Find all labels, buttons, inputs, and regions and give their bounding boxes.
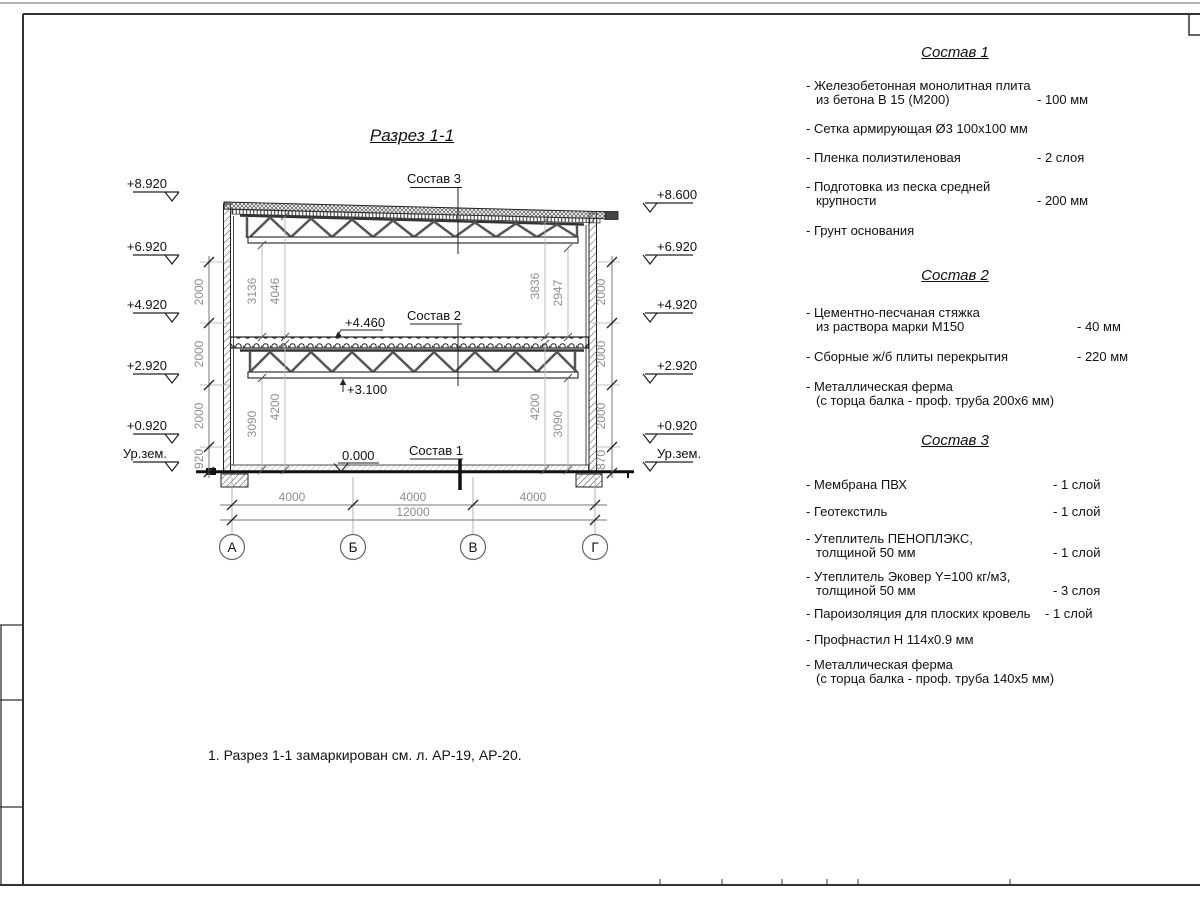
spec-item-text: - Утеплитель ПЕНОПЛЭКС, <box>806 531 973 546</box>
foundation-right <box>576 474 602 487</box>
spec-item-value: - 1 слой <box>1053 477 1101 492</box>
spec-item-text: - Подготовка из песка средней <box>806 179 991 194</box>
dim-label: 2000 <box>192 402 206 430</box>
spec-item-value: - 1 слой <box>1053 545 1101 560</box>
middle-floor-assembly <box>231 337 589 378</box>
dim-label: 2000 <box>594 278 608 306</box>
spec-item-text: из бетона В 15 (М200) <box>816 92 950 107</box>
elevation-mark: Ур.зем. <box>657 446 702 461</box>
dim-label: 4046 <box>268 277 282 305</box>
spec-section-title: Состав 3 <box>921 432 989 449</box>
bottom-dims <box>220 477 608 560</box>
elevation-mark: +0.920 <box>657 418 698 433</box>
spec-item-text: (с торца балка - проф. труба 200х6 мм) <box>816 393 1055 408</box>
roof-assembly <box>224 202 618 243</box>
spec-item-text: - Профнастил Н 114х0.9 мм <box>806 632 974 647</box>
elevation-mark: +4.920 <box>657 297 698 312</box>
axis-label: Б <box>348 540 358 555</box>
spec-item-text: - Сетка армирующая Ø3 100х100 мм <box>806 121 1028 136</box>
spec-item-text: - Металлическая ферма <box>806 657 953 672</box>
spec-section-title: Состав 2 <box>921 267 989 284</box>
spec-item-value: - 2 слоя <box>1037 150 1085 165</box>
floor-truss <box>240 351 584 379</box>
spec-item-text: из раствора марки М150 <box>816 319 965 334</box>
label-level-0000: 0.000 <box>342 448 375 463</box>
spec-item-text: - Пленка полиэтиленовая <box>806 150 961 165</box>
spec-item-text: - Пароизоляция для плоских кровель <box>806 606 1031 621</box>
elevation-mark: +0.920 <box>126 418 167 433</box>
foundation-left <box>221 474 248 487</box>
axis-label: А <box>227 540 237 555</box>
label-sostav-3: Состав 3 <box>407 171 461 186</box>
dim-label: 920 <box>192 448 206 470</box>
elevation-mark: +2.920 <box>657 358 698 373</box>
spec-item-text: - Сборные ж/б плиты перекрытия <box>806 349 1009 364</box>
axis-label: В <box>468 540 478 555</box>
label-sostav-1: Состав 1 <box>409 443 463 458</box>
elevation-mark: +6.920 <box>126 239 167 254</box>
title-block-ticks <box>660 879 1010 884</box>
drawing-title: Разрез 1-1 <box>369 126 455 145</box>
dim-label: 2947 <box>551 279 565 307</box>
spec-item-value: - 40 мм <box>1077 319 1121 334</box>
spec-item-text: - Грунт основания <box>806 223 915 238</box>
dim-label: 4000 <box>519 490 547 504</box>
axis-label: Г <box>591 540 599 555</box>
spec-item-text: - Геотекстиль <box>806 504 888 519</box>
spec-item-text: - Металлическая ферма <box>806 379 953 394</box>
elevation-mark: Ур.зем. <box>122 446 167 461</box>
spec-item-value: - 1 слой <box>1053 504 1101 519</box>
elevation-mark: +6.920 <box>657 239 698 254</box>
dim-label: 3090 <box>551 410 565 438</box>
wall-left <box>224 204 231 472</box>
spec-item-text: - Железобетонная монолитная плита <box>806 78 1031 93</box>
spec-item-value: - 1 слой <box>1045 606 1093 621</box>
dim-label: 2000 <box>192 340 206 368</box>
dim-label: 3136 <box>245 277 259 305</box>
elevation-mark: +4.920 <box>126 297 167 312</box>
dim-label: 3090 <box>245 410 259 438</box>
elevation-mark: +8.920 <box>126 176 167 191</box>
side-stamp-cells <box>0 625 23 885</box>
dim-label: 2000 <box>594 402 608 430</box>
dim-label: 4000 <box>278 490 306 504</box>
spec-section-title: Состав 1 <box>921 44 989 61</box>
spec-item-value: - 200 мм <box>1037 193 1089 208</box>
elevation-marks-left <box>123 176 179 471</box>
dim-label: 4000 <box>399 490 427 504</box>
spec-item-text: толщиной 50 мм <box>816 545 916 560</box>
dim-label: 3836 <box>528 272 542 300</box>
spec-item-text: крупности <box>816 193 877 208</box>
spec-item-text: толщиной 50 мм <box>816 583 916 598</box>
dim-label: 4200 <box>528 393 542 421</box>
elevation-marks-right <box>643 187 701 471</box>
dim-label: 870 <box>594 449 608 471</box>
corner-cell <box>1189 14 1200 35</box>
spec-item-value: - 3 слоя <box>1053 583 1101 598</box>
dim-label: 4200 <box>268 393 282 421</box>
sheet-note: 1. Разрез 1-1 замаркирован см. л. АР-19, АР-20. <box>208 747 522 763</box>
dim-label-total: 12000 <box>396 505 430 519</box>
hollow-core-slab <box>231 337 589 348</box>
grid-axes <box>220 535 608 560</box>
label-sostav-2: Состав 2 <box>407 308 461 323</box>
elevation-mark: +8.600 <box>657 187 698 202</box>
spec-item-value: - 220 мм <box>1077 349 1129 364</box>
elevation-mark: +2.920 <box>126 358 167 373</box>
spec-item-text: (с торца балка - проф. труба 140х5 мм) <box>816 671 1055 686</box>
spec-item-text: - Утеплитель Эковер Y=100 кг/м3, <box>806 569 1011 584</box>
spec-item-text: - Мембрана ПВХ <box>806 477 907 492</box>
spec-item-text: - Цементно-песчаная стяжка <box>806 305 980 320</box>
dim-label: 2000 <box>594 340 608 368</box>
label-level-4460: +4.460 <box>345 315 386 330</box>
dim-label: 2000 <box>192 278 206 306</box>
roof-fascia <box>605 212 618 220</box>
label-level-3100: +3.100 <box>347 382 388 397</box>
spec-item-value: - 100 мм <box>1037 92 1089 107</box>
